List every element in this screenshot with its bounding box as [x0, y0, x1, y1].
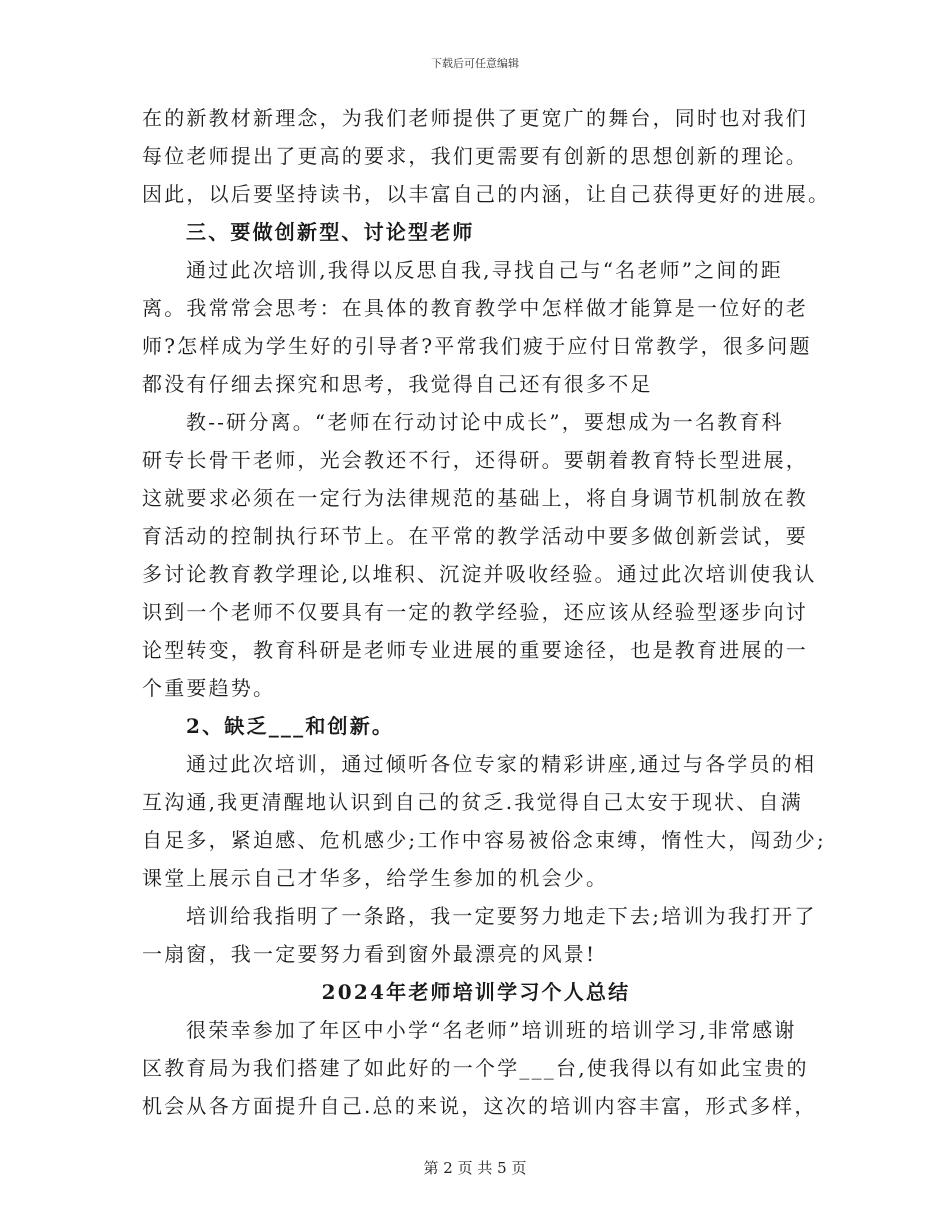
- body-line: 机会从各方面提升自己.总的来说，这次的培训内容丰富，形式多样，: [142, 1094, 817, 1118]
- body-line: 很荣幸参加了年区中小学“名老师”培训班的培训学习,非常感谢: [186, 1018, 797, 1042]
- body-line: 通过此次培训，通过倾听各位专家的精彩讲座,通过与各学员的相: [186, 752, 817, 776]
- body-line: 这就要求必须在一定行为法律规范的基础上，将自身调节机制放在教: [142, 486, 808, 510]
- body-line: 培训给我指明了一条路，我一定要努力地走下去;培训为我打开了: [186, 904, 817, 928]
- body-line: 互沟通,我更清醒地认识到自己的贫乏.我觉得自己太安于现状、自满: [142, 790, 803, 814]
- body-line: 论型转变，教育科研是老师专业进展的重要途径，也是教育进展的一: [142, 638, 808, 662]
- body-line: 教--研分离。“老师在行动讨论中成长”，要想成为一名教育科: [186, 410, 784, 434]
- body-line: 研专长骨干老师，光会教还不行，还得研。要朝着教育特长型进展，: [142, 448, 808, 472]
- body-line: 自足多，紧迫感、危机感少;工作中容易被俗念束缚，惰性大，闯劲少;: [142, 828, 826, 852]
- section-heading: 三、要做创新型、讨论型老师: [186, 220, 475, 244]
- body-line: 区教育局为我们搭建了如此好的一个学___台,使我得以有如此宝贵的: [142, 1056, 809, 1080]
- body-line: 因此，以后要坚持读书，以丰富自己的内涵，让自己获得更好的进展。: [142, 182, 831, 206]
- document-title: 2024年老师培训学习个人总结: [321, 980, 631, 1004]
- section-heading: 2、缺乏___和创新。: [186, 714, 395, 738]
- body-line: 通过此次培训,我得以反思自我,寻找自己与“名老师”之间的距: [186, 258, 783, 282]
- body-line: 离。我常常会思考：在具体的教育教学中怎样做才能算是一位好的老: [142, 296, 808, 320]
- body-line: 多讨论教育教学理论,以堆积、沉淀并吸收经验。通过此次培训使我认: [142, 562, 817, 586]
- body-line: 在的新教材新理念，为我们老师提供了更宽广的舞台，同时也对我们: [142, 106, 808, 130]
- document-body: [142, 106, 831, 1134]
- body-line: 育活动的控制执行环节上。在平常的教学活动中要多做创新尝试，要: [142, 524, 808, 548]
- page-header-note: 下载后可任意编辑: [431, 57, 519, 70]
- body-line: 识到一个老师不仅要具有一定的教学经验，还应该从经验型逐步向讨: [142, 600, 808, 624]
- body-line: 一扇窗，我一定要努力看到窗外最漂亮的风景!: [142, 942, 597, 966]
- body-line: 每位老师提出了更高的要求，我们更需要有创新的思想创新的理论。: [142, 144, 808, 168]
- body-line: 师?怎样成为学生好的引导者?平常我们疲于应付日常教学，很多问题: [142, 334, 812, 358]
- body-line: 都没有仔细去探究和思考，我觉得自己还有很多不足: [142, 372, 653, 396]
- body-line: 个重要趋势。: [142, 676, 276, 700]
- page-number-footer: 第 2 页 共 5 页: [423, 1159, 527, 1177]
- body-line: 课堂上展示自己才华多，给学生参加的机会少。: [142, 866, 609, 890]
